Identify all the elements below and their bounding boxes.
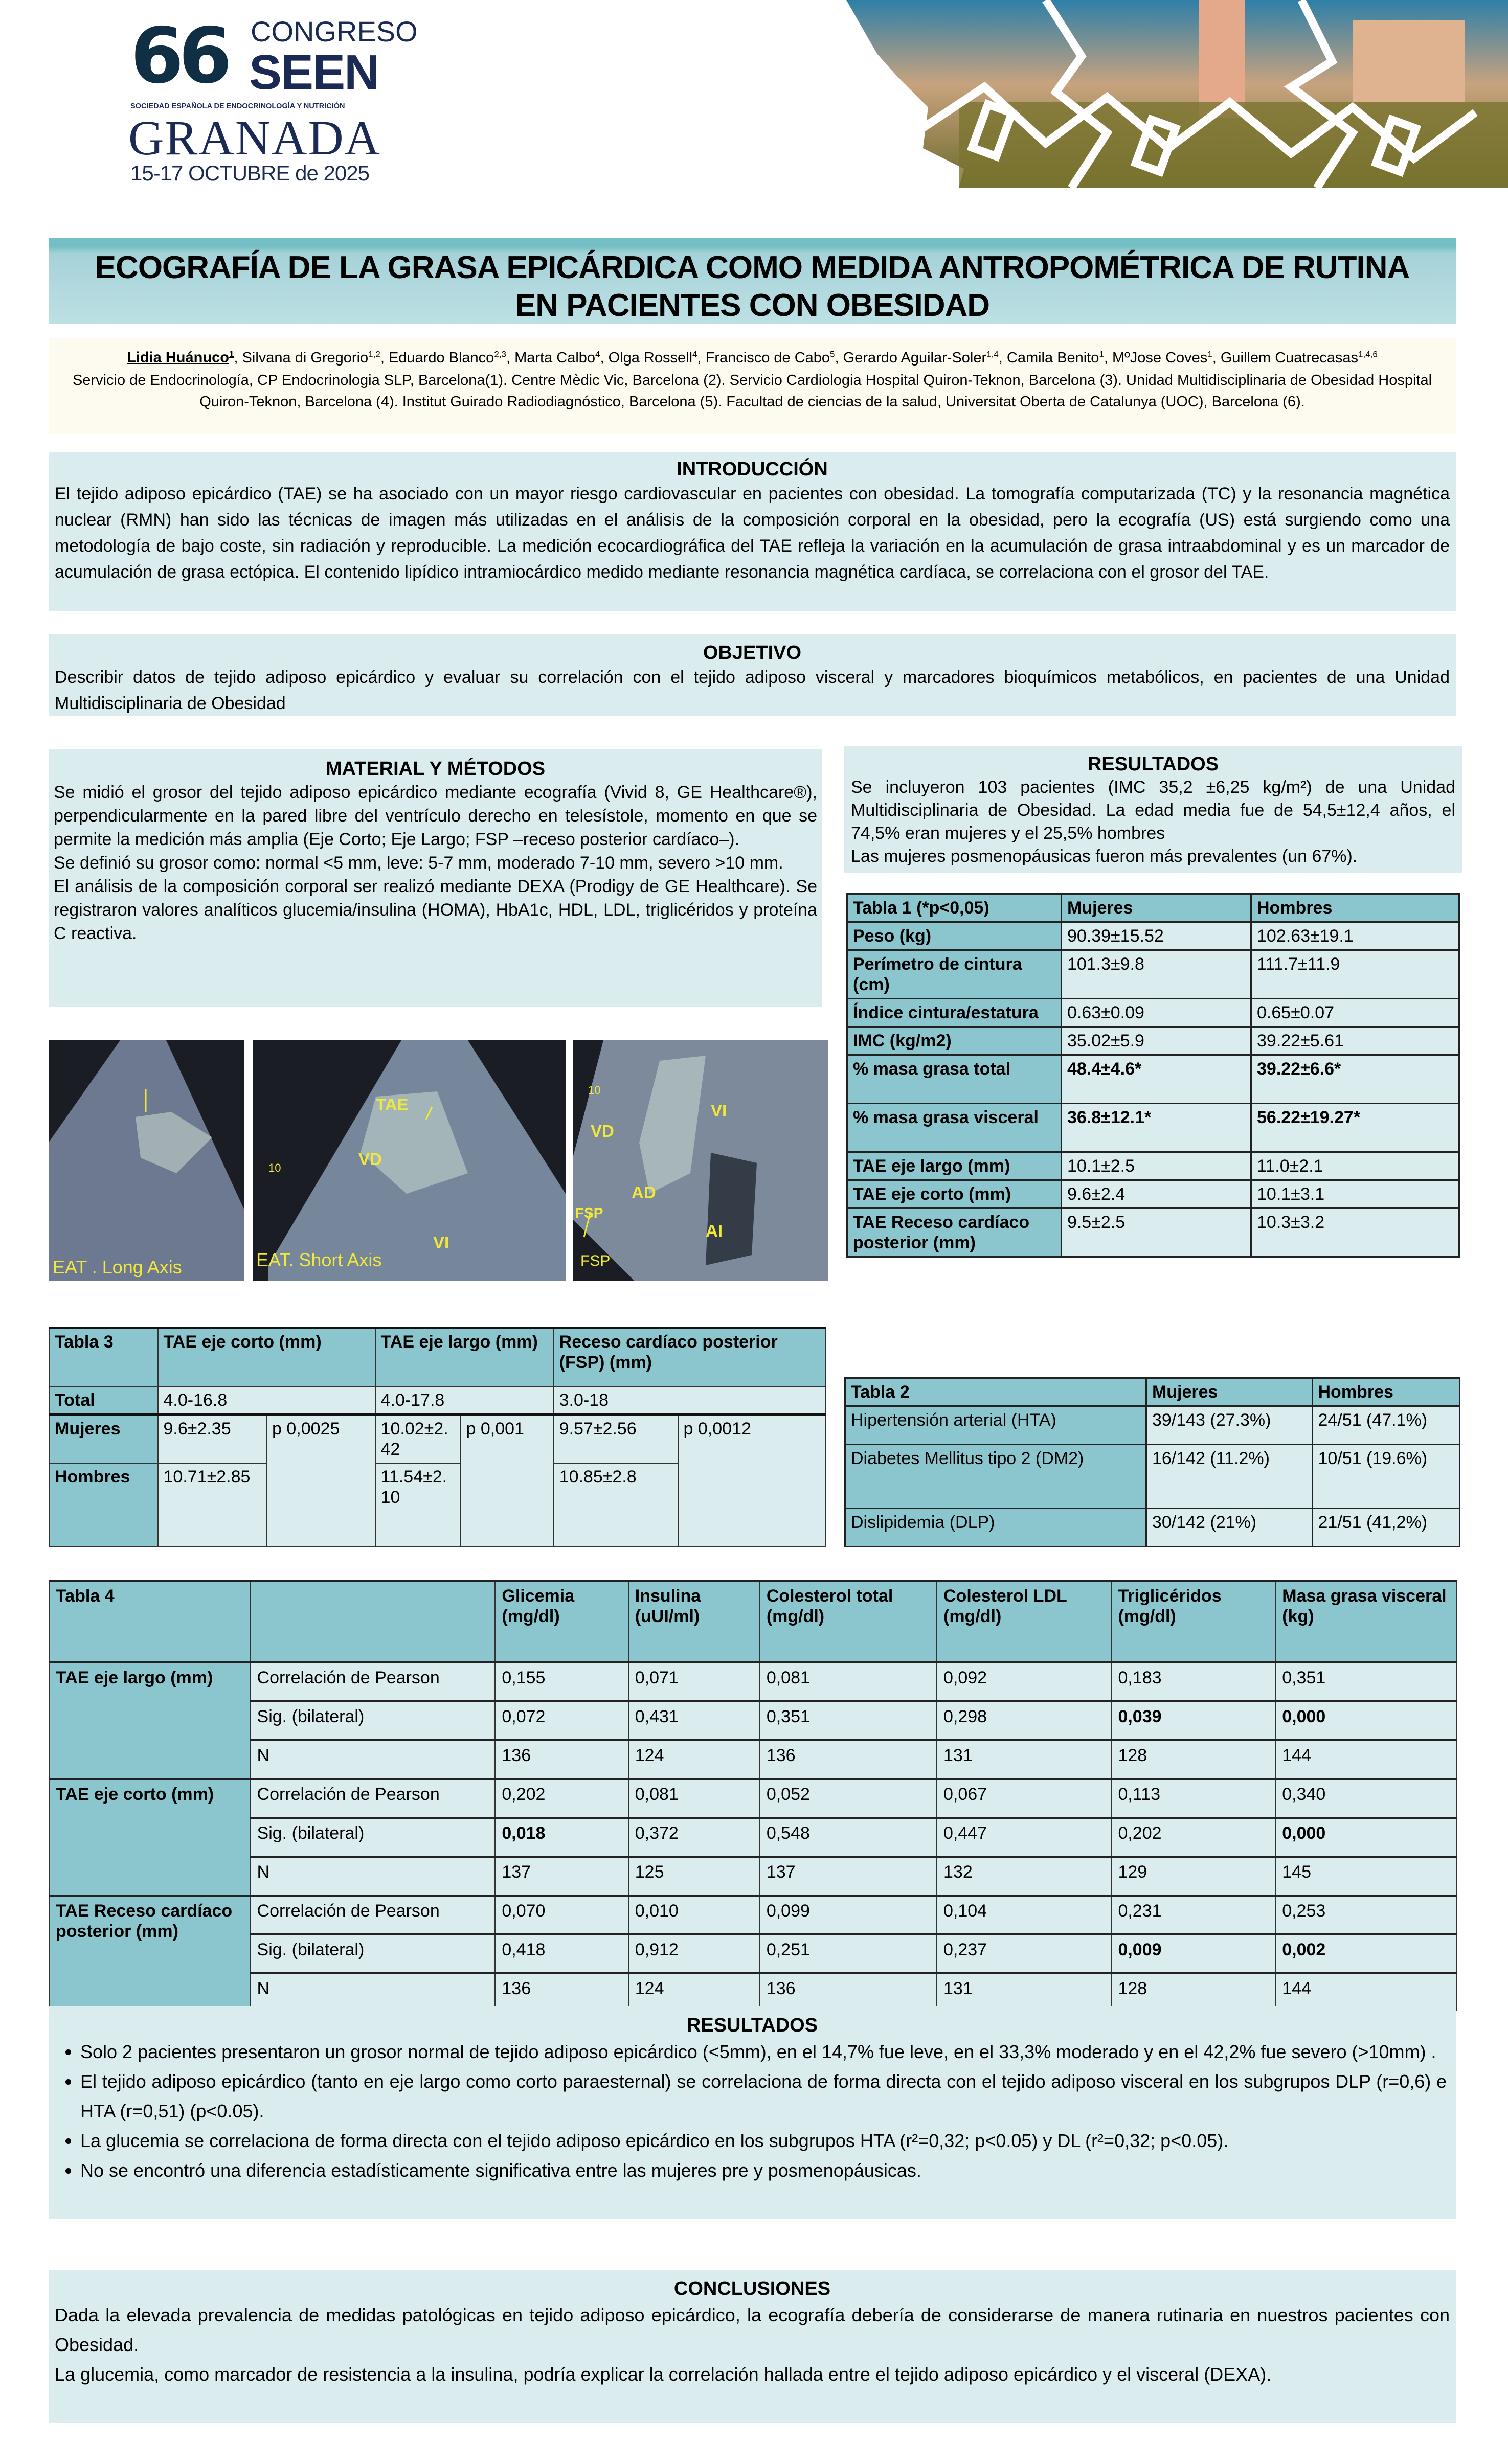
- table-header: Receso cardíaco posterior (FSP) (mm): [554, 1328, 825, 1386]
- presenting-author-sup: 1: [229, 349, 234, 359]
- table-header: Triglicéridos (mg/dl): [1111, 1581, 1275, 1662]
- introduccion-heading: INTRODUCCIÓN: [677, 459, 828, 480]
- ultrasound-fsp-scan: [573, 1040, 828, 1281]
- table-cell: 144: [1275, 1740, 1456, 1779]
- hombres-value: 0.65±0.07: [1251, 999, 1459, 1027]
- table-row: [49, 1414, 825, 1463]
- row-label: % masa grasa total: [847, 1055, 1062, 1104]
- introduccion-text: El tejido adiposo epicárdico (TAE) se ha asociado con un mayor riesgo cardiovascular en pacientes con obesidad. La tomografía computarizada (TC) y la resonancia magnética nuclear (RMN) han sido las técnicas de imagen más utilizadas en el análisis de la composición corporal en la obesidad, pero la ecografía (US) está surgiendo como una metodología de bajo coste, sin radiación y reproducible. La medición ecocardiográfica del TAE refleja la variación en la acumulación de grasa intraabdominal y es un marcador de acumulación de grasa ectópica. El contenido lipídico intramiocárdico medido mediante resonancia magnética cardíaca, se correlaciona con el grosor del TAE.: [55, 484, 1450, 582]
- granada-banner-image: [841, 0, 1508, 188]
- table-cell: 0,070: [495, 1896, 628, 1934]
- table-cell: 0,351: [1275, 1662, 1456, 1701]
- presenting-author: Lidia Huánuco: [127, 349, 229, 366]
- group-label: TAE eje corto (mm): [49, 1779, 251, 1896]
- stat-label: Sig. (bilateral): [251, 1818, 496, 1857]
- tabla-3: [49, 1327, 826, 1547]
- table-cell: 0,010: [628, 1896, 760, 1934]
- table-cell: 128: [1111, 1973, 1275, 2011]
- table-row: [49, 1818, 1456, 1857]
- table-cell: 0,418: [495, 1934, 628, 1973]
- metodos-heading: MATERIAL Y MÉTODOS: [325, 758, 546, 780]
- objetivo-section: [49, 634, 1456, 716]
- mujeres-value: 48.4±4.6*: [1061, 1055, 1251, 1104]
- label-ad: AD: [632, 1183, 656, 1202]
- row-label: Índice cintura/estatura: [847, 999, 1062, 1027]
- ultrasound-long-axis: [49, 1040, 244, 1281]
- table-header: Hombres: [1251, 894, 1459, 922]
- table-cell: 0,081: [760, 1662, 937, 1701]
- metodos-section: [49, 749, 822, 1007]
- table-header: Tabla 1 (*p<0,05): [847, 894, 1062, 922]
- conclusiones-paragraph-1: Dada la elevada prevalencia de medidas patológicas en tejido adiposo epicárdico, la ecografía debería de considerarse de manera rutinaria en nuestros pacientes con Obesidad.: [55, 2305, 1450, 2355]
- poster-title: [49, 238, 1456, 325]
- table-row: [847, 1152, 1459, 1180]
- p-value: p 0,0012: [678, 1414, 825, 1547]
- table-cell: 0,372: [628, 1818, 760, 1857]
- row-label: TAE eje largo (mm): [847, 1152, 1062, 1180]
- metodos-paragraph-1: Se midió el grosor del tejido adiposo epicárdico mediante ecografía (Vivid 8, GE Healthcare®), perpendicularmente en la pared libre del ventrículo derecho en telesístole, momento en que se permite la medición más amplia (Eje Corto; Eje Largo; FSP –receso posterior cardíaco–).: [54, 783, 817, 849]
- table-cell: 136: [495, 1740, 628, 1779]
- author-name: Guillem Cuatrecasas: [1220, 349, 1359, 366]
- table-cell: 4.0-17.8: [375, 1386, 554, 1414]
- table-cell: 129: [1111, 1857, 1275, 1896]
- table-cell: 0,912: [628, 1934, 760, 1973]
- mujeres-value: 36.8±12.1*: [1061, 1104, 1251, 1152]
- ultrasound-long-axis-scan: [49, 1040, 244, 1281]
- tabla-2: [844, 1377, 1460, 1547]
- table-cell: 11.54±2.10: [375, 1463, 461, 1547]
- table-cell: 0,072: [495, 1701, 628, 1740]
- image-caption: EAT. Short Axis: [256, 1249, 382, 1270]
- table-header-row: [847, 894, 1459, 922]
- resultados-final-section: [49, 2006, 1456, 2219]
- table-cell: 3.0-18: [554, 1386, 825, 1414]
- hombres-value: 24/51 (47.1%): [1312, 1406, 1460, 1445]
- group-label: TAE eje largo (mm): [49, 1662, 251, 1779]
- table-row: [847, 1055, 1459, 1104]
- table-cell: 0,000: [1275, 1818, 1456, 1857]
- table-cell: 144: [1275, 1973, 1456, 2011]
- table-cell: 0,183: [1111, 1662, 1275, 1701]
- ultrasound-images: [49, 1040, 828, 1281]
- table-cell: 10.71±2.85: [158, 1463, 267, 1547]
- table-cell: 0,253: [1275, 1896, 1456, 1934]
- hombres-value: 10.3±3.2: [1251, 1208, 1459, 1257]
- table-cell: 0,067: [937, 1779, 1111, 1818]
- table-cell: 137: [760, 1857, 937, 1896]
- table-cell: 124: [628, 1740, 760, 1779]
- stat-label: Sig. (bilateral): [251, 1934, 496, 1973]
- table-cell: 128: [1111, 1740, 1275, 1779]
- table-header-row: [49, 1581, 1456, 1662]
- label-vi: VI: [433, 1233, 449, 1252]
- table-cell: 0,018: [495, 1818, 628, 1857]
- resultados-intro-paragraph-2: Las mujeres posmenopáusicas fueron más prevalentes (un 67%).: [851, 847, 1358, 866]
- banner-tower: [1199, 0, 1245, 118]
- resultados-intro-paragraph-1: Se incluyeron 103 pacientes (IMC 35,2 ±6,25 kg/m²) de una Unidad Multidisciplinaria de Obesidad. La edad media fue de 54,5±12,4 años, el 74,5% eran mujeres y el 25,5% hombres: [851, 778, 1455, 843]
- author-name: Camila Benito: [1006, 349, 1099, 366]
- table-cell: 0,071: [628, 1662, 760, 1701]
- congress-logo: [128, 15, 418, 185]
- hombres-value: 39.22±6.6*: [1251, 1055, 1459, 1104]
- table-cell: 124: [628, 1973, 760, 2011]
- tabla-1: [846, 893, 1460, 1258]
- table-header: Glicemia (mg/dl): [495, 1581, 628, 1662]
- table-cell: 0,298: [937, 1701, 1111, 1740]
- table-cell: 9.6±2.35: [158, 1414, 267, 1463]
- label-ai: AI: [706, 1221, 723, 1240]
- table-header: Tabla 2: [845, 1378, 1146, 1406]
- row-label: TAE Receso cardíaco posterior (mm): [847, 1208, 1062, 1257]
- table-cell: 0,251: [760, 1934, 937, 1973]
- group-label: TAE Receso cardíaco posterior (mm): [49, 1896, 251, 2011]
- table-row: [847, 1180, 1459, 1208]
- author-affiliation-sup: 4: [595, 349, 600, 359]
- hombres-value: 56.22±19.27*: [1251, 1104, 1459, 1152]
- table-cell: 0,039: [1111, 1701, 1275, 1740]
- metodos-paragraph-3: El análisis de la composición corporal ser realizó mediante DEXA (Prodigy de GE Healthcare). Se registraron valores analíticos glucemia/insulina (HOMA), HbA1c, HDL, LDL, triglicéridos y proteína C reactiva.: [54, 877, 817, 943]
- stat-label: Sig. (bilateral): [251, 1701, 496, 1740]
- table-cell: 9.57±2.56: [554, 1414, 678, 1463]
- logo-seen: SEEN: [249, 45, 379, 100]
- table-cell: 0,009: [1111, 1934, 1275, 1973]
- author-name: Silvana di Gregorio: [242, 349, 369, 366]
- row-label: Hipertensión arterial (HTA): [845, 1406, 1146, 1445]
- tabla-4: [49, 1580, 1457, 2011]
- stat-label: N: [251, 1857, 496, 1896]
- label-fsp: FSP: [575, 1205, 603, 1221]
- table-row: [845, 1406, 1460, 1445]
- image-caption: EAT . Long Axis: [53, 1257, 182, 1277]
- table-cell: 0,351: [760, 1701, 937, 1740]
- table-header: Hombres: [1312, 1378, 1460, 1406]
- hombres-value: 11.0±2.1: [1251, 1152, 1459, 1180]
- introduccion-section: [49, 452, 1456, 611]
- table-row: [49, 1740, 1456, 1779]
- table-cell: 136: [760, 1973, 937, 2011]
- ultrasound-short-axis-scan: [253, 1040, 566, 1281]
- row-label: Total: [49, 1386, 158, 1414]
- logo-sociedad: SOCIEDAD ESPAÑOLA DE ENDOCRINOLOGÍA Y NUTRICIÓN: [130, 102, 345, 110]
- resultado-bullet: • El tejido adiposo epicárdico (tanto en eje largo como corto paraesternal) se correlaciona de forma directa con el tejido adiposo visceral en los subgrupos DLP (r=0,6) e HTA (r=0,51) (p<0.05).: [80, 2067, 1447, 2126]
- table-header: Mujeres: [1146, 1378, 1312, 1406]
- table-cell: 0,092: [937, 1662, 1111, 1701]
- table-cell: 0,237: [937, 1934, 1111, 1973]
- table-cell: 136: [760, 1740, 937, 1779]
- poster-title-banner: [49, 238, 1456, 324]
- author-affiliation-sup: 1: [1207, 349, 1212, 359]
- table-cell: 136: [495, 1973, 628, 2011]
- table-cell: 131: [937, 1973, 1111, 2011]
- mujeres-value: 101.3±9.8: [1061, 950, 1251, 999]
- label-depth: 10: [268, 1161, 281, 1174]
- table-cell: 137: [495, 1857, 628, 1896]
- title-line-2: EN PACIENTES CON OBESIDAD: [514, 288, 990, 323]
- table-cell: 0,340: [1275, 1779, 1456, 1818]
- table-header: Insulina (uUI/ml): [628, 1581, 760, 1662]
- mujeres-value: 9.6±2.4: [1061, 1180, 1251, 1208]
- label-tae: TAE: [376, 1095, 409, 1114]
- table-header-empty: [251, 1581, 496, 1662]
- table-cell: 0,000: [1275, 1701, 1456, 1740]
- table-cell: 10.85±2.8: [554, 1463, 678, 1547]
- conclusiones-paragraph-2: La glucemia, como marcador de resistencia a la insulina, podría explicar la correlación hallada entre el tejido adiposo epicárdico y el visceral (DEXA).: [55, 2364, 1272, 2385]
- author-name: MºJose Coves: [1112, 349, 1208, 366]
- author-name: Marta Calbo: [514, 349, 596, 366]
- table-row: [847, 1104, 1459, 1152]
- table-row: [847, 999, 1459, 1027]
- table-cell: 0,431: [628, 1701, 760, 1740]
- table-cell: 10.02±2.42: [375, 1414, 461, 1463]
- objetivo-text: Describir datos de tejido adiposo epicárdico y evaluar su correlación con el tejido adiposo visceral y marcadores bioquímicos metabólicos, en pacientes de una Unidad Multidisciplinaria de Obesidad: [55, 668, 1450, 713]
- title-line-1: ECOGRAFÍA DE LA GRASA EPICÁRDICA COMO MEDIDA ANTROPOMÉTRICA DE RUTINA: [95, 250, 1410, 285]
- table-cell: 0,202: [495, 1779, 628, 1818]
- conclusiones-heading: CONCLUSIONES: [673, 2278, 831, 2299]
- mujeres-value: 9.5±2.5: [1061, 1208, 1251, 1257]
- author-affiliation-sup: 1,4,6: [1358, 349, 1378, 359]
- resultados-final-heading: RESULTADOS: [686, 2015, 818, 2036]
- hombres-value: 10.1±3.1: [1251, 1180, 1459, 1208]
- logo-number: 66: [130, 15, 227, 97]
- table-cell: 131: [937, 1740, 1111, 1779]
- author-name: Eduardo Blanco: [388, 349, 494, 366]
- table-row: [845, 1509, 1460, 1547]
- table-cell: 0,202: [1111, 1818, 1275, 1857]
- table-row: [49, 1386, 825, 1414]
- table-header: TAE eje largo (mm): [375, 1328, 554, 1386]
- table-cell: 0,155: [495, 1662, 628, 1701]
- hombres-value: 21/51 (41,2%): [1312, 1509, 1460, 1547]
- table-row: [49, 1857, 1456, 1896]
- resultado-bullet: • Solo 2 pacientes presentaron un grosor normal de tejido adiposo epicárdico (<5mm), en el 14,7% fue leve, en el 33,3% moderado y en el 42,2% fue severo (>10mm) .: [80, 2037, 1447, 2067]
- author-affiliation-sup: 1: [1099, 349, 1104, 359]
- conclusiones-section: [49, 2270, 1456, 2423]
- image-caption: FSP: [580, 1252, 611, 1269]
- resultado-bullet: • No se encontró una diferencia estadísticamente significativa entre las mujeres pre y posmenopáusicas.: [80, 2156, 1447, 2185]
- logo-dates: 15-17 OCTUBRE de 2025: [130, 161, 369, 185]
- table-header-row: [49, 1328, 825, 1386]
- mujeres-value: 0.63±0.09: [1061, 999, 1251, 1027]
- p-value: p 0,0025: [266, 1414, 375, 1547]
- stat-label: Correlación de Pearson: [251, 1662, 496, 1701]
- row-label: Hombres: [49, 1463, 158, 1547]
- table-row: [845, 1445, 1460, 1509]
- mujeres-value: 39/143 (27.3%): [1146, 1406, 1312, 1445]
- label-vd: VD: [358, 1150, 382, 1169]
- objetivo-heading: OBJETIVO: [703, 642, 802, 664]
- banner-building: [1353, 20, 1465, 102]
- table-header: TAE eje corto (mm): [158, 1328, 375, 1386]
- table-header-row: [845, 1378, 1460, 1406]
- mujeres-value: 10.1±2.5: [1061, 1152, 1251, 1180]
- mujeres-value: 35.02±5.9: [1061, 1027, 1251, 1055]
- table-row: [847, 950, 1459, 999]
- resultados-bullet-list: [58, 2037, 1447, 2185]
- table-header: Masa grasa visceral (kg): [1275, 1581, 1456, 1662]
- mujeres-value: 16/142 (11.2%): [1146, 1445, 1312, 1509]
- logo-city: GRANADA: [128, 110, 381, 165]
- author-affiliation-sup: 4: [692, 349, 697, 359]
- mujeres-value: 90.39±15.52: [1061, 922, 1251, 950]
- table-cell: 0,104: [937, 1896, 1111, 1934]
- mujeres-value: 30/142 (21%): [1146, 1509, 1312, 1547]
- table-row: [49, 1701, 1456, 1740]
- resultados-intro-heading: RESULTADOS: [1087, 754, 1219, 775]
- logo-congreso: CONGRESO: [251, 15, 418, 48]
- table-cell: 0,099: [760, 1896, 937, 1934]
- row-label: Perímetro de cintura (cm): [847, 950, 1062, 999]
- table-header: Colesterol total (mg/dl): [760, 1581, 937, 1662]
- table-row: [847, 922, 1459, 950]
- ultrasound-short-axis: [253, 1040, 566, 1281]
- table-header: Tabla 4: [49, 1581, 251, 1662]
- table-cell: 132: [937, 1857, 1111, 1896]
- author-affiliation-sup: 5: [830, 349, 835, 359]
- row-label: Diabetes Mellitus tipo 2 (DM2): [845, 1445, 1146, 1509]
- row-label: IMC (kg/m2): [847, 1027, 1062, 1055]
- stat-label: N: [251, 1973, 496, 2011]
- author-list: Lidia Huánuco$^1$, Silvana di Gregorio$^{1,2}$, Eduardo Blanco$^{2,3}$, Marta Calbo$^4$, Olga Rossell$^4$, Francisco de Cabo$^5$, Gerardo Aguilar-Soler$^{1,4}$, Camila Benito$^1$, MºJose Coves$^1$, Guillem Cuatrecasas$^{1,4,6}$: [127, 349, 1378, 366]
- ultrasound-fsp: [573, 1040, 828, 1281]
- stat-label: Correlación de Pearson: [251, 1779, 496, 1818]
- hombres-value: 111.7±11.9: [1251, 950, 1459, 999]
- table-row: [847, 1208, 1459, 1257]
- author-affiliation-sup: 1,2: [368, 349, 380, 359]
- label-depth: 10: [588, 1084, 601, 1097]
- table-cell: 0,081: [628, 1779, 760, 1818]
- author-name: Francisco de Cabo: [705, 349, 830, 366]
- table-row: [49, 1896, 1456, 1934]
- hombres-value: 39.22±5.61: [1251, 1027, 1459, 1055]
- table-row: [49, 1662, 1456, 1701]
- row-label: % masa grasa visceral: [847, 1104, 1062, 1152]
- table-cell: 0,447: [937, 1818, 1111, 1857]
- table-cell: 0,231: [1111, 1896, 1275, 1934]
- authors-affiliations: [49, 338, 1456, 434]
- affiliations: Servicio de Endocrinología, CP Endocrinologia SLP, Barcelona(1). Centre Mèdic Vic, Barcelona (2). Servicio Cardiologia Hospital Quiron-Teknon, Barcelona (3). Unidad Multidisciplinaria de Obesidad Hospital Quiron-Teknon, Barcelona (4). Institut Guirado Radiodiagnóstico, Barcelona (5). Facultad de ciencias de la salud, Universitat Oberta de Catalunya (UOC), Barcelona (6).: [72, 372, 1432, 410]
- metodos-paragraph-2: Se definió su grosor como: normal <5 mm, leve: 5-7 mm, moderado 7-10 mm, severo >10 mm.: [54, 853, 783, 873]
- table-row: [49, 1973, 1456, 2011]
- resultado-bullet: • La glucemia se correlaciona de forma directa con el tejido adiposo epicárdico en los subgrupos HTA (r²=0,32; p<0.05) y DL (r²=0,32; p<0.05).: [80, 2126, 1447, 2156]
- table-row: [49, 1779, 1456, 1818]
- table-cell: 0,113: [1111, 1779, 1275, 1818]
- stat-label: Correlación de Pearson: [251, 1896, 496, 1934]
- table-row: [847, 1027, 1459, 1055]
- hombres-value: 10/51 (19.6%): [1312, 1445, 1460, 1509]
- row-label: Dislipidemia (DLP): [845, 1509, 1146, 1547]
- row-label: Peso (kg): [847, 922, 1062, 950]
- table-cell: 0,052: [760, 1779, 937, 1818]
- label-vi: VI: [711, 1101, 727, 1120]
- hombres-value: 102.63±19.1: [1251, 922, 1459, 950]
- author-name: Gerardo Aguilar-Soler: [843, 349, 987, 366]
- table-header: Tabla 3: [49, 1328, 158, 1386]
- author-name: Olga Rossell: [608, 349, 693, 366]
- table-header: Mujeres: [1061, 894, 1251, 922]
- table-cell: 125: [628, 1857, 760, 1896]
- table-cell: 4.0-16.8: [158, 1386, 375, 1414]
- row-label: Mujeres: [49, 1414, 158, 1463]
- p-value: p 0,001: [461, 1414, 554, 1547]
- stat-label: N: [251, 1740, 496, 1779]
- row-label: TAE eje corto (mm): [847, 1180, 1062, 1208]
- table-header: Colesterol LDL (mg/dl): [937, 1581, 1111, 1662]
- table-cell: 0,548: [760, 1818, 937, 1857]
- author-affiliation-sup: 2,3: [494, 349, 506, 359]
- label-vd: VD: [591, 1122, 614, 1140]
- table-cell: 145: [1275, 1857, 1456, 1896]
- table-row: [49, 1934, 1456, 1973]
- resultados-intro-section: [844, 746, 1462, 873]
- author-affiliation-sup: 1,4: [986, 349, 999, 359]
- table-cell: 0,002: [1275, 1934, 1456, 1973]
